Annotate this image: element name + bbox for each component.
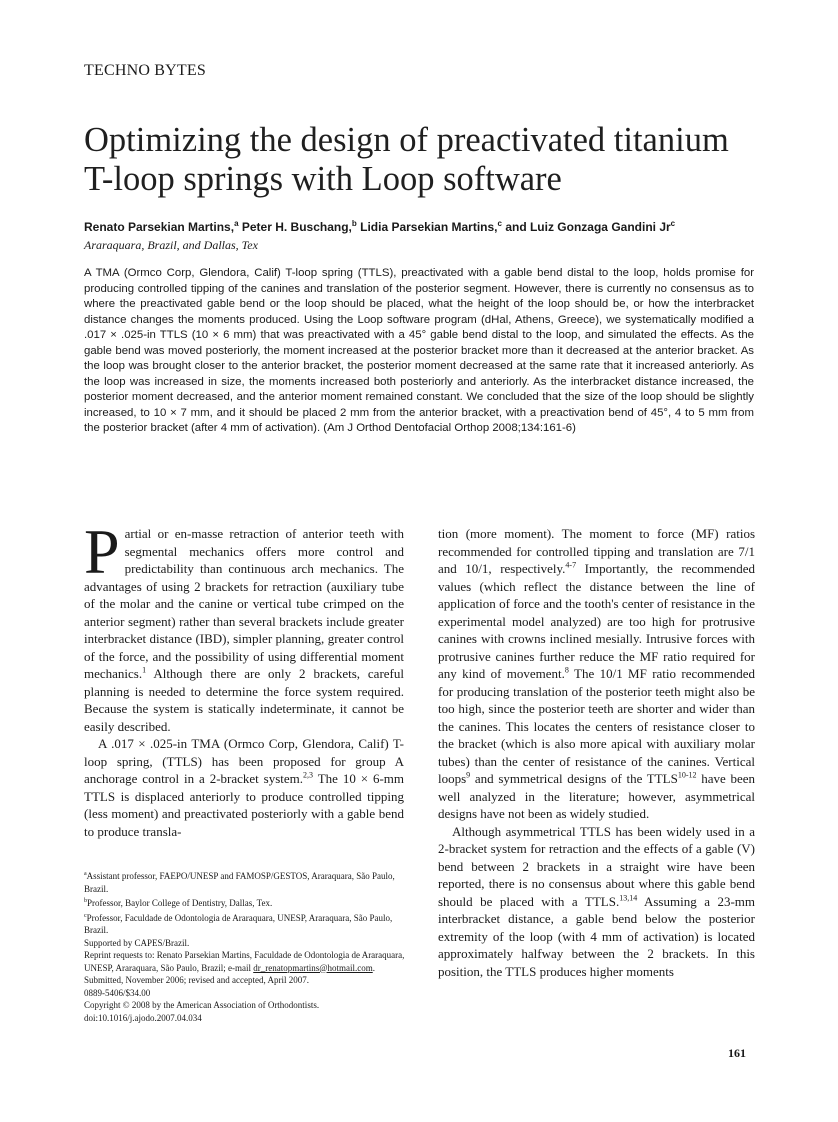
paragraph-text: and symmetrical designs of the TTLS (470, 771, 678, 786)
footnote-c (84, 910, 406, 937)
affiliation-location: Araraquara, Brazil, and Dallas, Tex (84, 238, 258, 252)
body-paragraph (84, 516, 404, 735)
footnote-mark: a (84, 871, 87, 877)
footnote-reprint (84, 949, 406, 974)
footnote-doi: doi:10.1016/j.ajodo.2007.04.034 (84, 1012, 202, 1023)
author-affiliation-mark: b (351, 219, 357, 228)
footnote-text: Reprint requests to: Renato Parsekian Martins, Faculdade de Odontologia de Araraquara, UNESP, Araraquara, São Paulo, Brazil; e-mail (84, 950, 405, 973)
footnote-text: Professor, Baylor College of Dentistry, Dallas, Tex. (87, 898, 273, 908)
author-name: and Luiz Gonzaga Gandini Jr (505, 220, 671, 234)
footnote-copyright: Copyright © 2008 by the American Association of Orthodontists. (84, 1000, 320, 1010)
footnote-text: . (372, 962, 375, 973)
footnote-support: Supported by CAPES/Brazil. (84, 937, 190, 948)
citation-ref[interactable]: 1 (142, 665, 147, 675)
body-column-left (84, 516, 404, 840)
paragraph-text: The 10 × 6-mm TTLS is displaced anteriorly to produce controlled tipping (less moment) and preactivated posteriorly with a gable bend to produce transla- (84, 771, 404, 839)
footnote-a (84, 868, 406, 895)
drop-cap: P (84, 516, 120, 587)
citation-ref[interactable]: 8 (564, 665, 569, 675)
citation-ref[interactable]: 10-12 (677, 770, 697, 780)
author-affiliation-mark: a (234, 219, 239, 228)
section-label: TECHNO BYTES (84, 62, 206, 79)
author-affiliation-mark: c (497, 219, 502, 228)
footnote-b (84, 895, 406, 910)
paragraph-text: artial or en-masse retraction of anterior teeth with segmental mechanics offers more control and predictability than continuous arch mechanics. The advantages of using 2 brackets for retraction (auxiliary tube of the molar and the canine or vertical tube crimped on the anterior segment) rather than several brackets include greater interbracket distance (IBD), simpler planning, greater control of the force, and the possibility of using differential moment mechanics. (84, 526, 404, 681)
article-title: Optimizing the design of preactivated titanium T-loop springs with Loop software (84, 121, 729, 198)
paragraph-text: tion (more moment). The moment to force (MF) ratios recommended for controlled tipping and translation are 7/1 and 10/1, respectively. (438, 526, 755, 576)
footnote-mark: b (84, 898, 87, 904)
author-name: Lidia Parsekian Martins, (360, 220, 498, 234)
footnotes (84, 868, 406, 1024)
paragraph-text: Assuming a 23-mm interbracket distance, a gable bend below the posterior extremity of the loop (with 4 mm of activation) is located approximately halfway between the 2 brackets. In this position, the TTLS produces higher moments (438, 893, 755, 979)
citation-ref[interactable]: 4-7 (565, 560, 577, 570)
footnote-text: Assistant professor, FAEPO/UNESP and FAMOSP/GESTOS, Araraquara, São Paulo, Brazil. (84, 871, 395, 894)
paragraph-text: Importantly, the recommended values (which reflect the distance between the line of application of force and the tooth's center of resistance in the experimental model analyzed) are too high for protrusive canines with crowns inclined mesially. Intrusive forces with protrusive canines further reduce the MF ratio required for any kind of movement. (438, 561, 756, 681)
paragraph-text: Although asymmetrical TTLS has been widely used in a 2-bracket system for retraction and the effects of a gable (V) bend between 2 brackets in a straight wire have been reported, there is no consensus about where this gable bend should be placed with a TTLS. (438, 823, 755, 909)
body-paragraph (438, 525, 755, 823)
paragraph-text: Although there are only 2 brackets, careful planning is needed to determine the force system required. Because the system is statically indeterminate, it cannot be easily described. (84, 666, 404, 734)
footnote-mark: c (84, 912, 87, 919)
body-paragraph (438, 823, 755, 981)
author-affiliation-mark: c (670, 219, 676, 228)
body-paragraph (84, 735, 404, 840)
citation-ref[interactable]: 9 (466, 770, 471, 780)
paragraph-text: have been well analyzed in the literature; however, asymmetrical designs have not been as widely studied. (438, 771, 755, 821)
abstract: A TMA (Ormco Corp, Glendora, Calif) T-loop spring (TTLS), preactivated with a gable bend distal to the loop, holds promise for producing controlled tipping of the canines and translation of the posterior segment. However, there is currently no consensus as to where the preactivated gable bend or the loop should be placed, what the height of the loop should be, or how the interbracket distance changes the moments produced. Using the Loop software program (dHal, Athens, Greece), we systematically modified a .017 × .025-in TTLS (10 × 6 mm) that was preactivated with a 45° gable bend distal to the loop, and simulated the effects. As the gable bend was moved posteriorly, the moment increased at the posterior bracket more than it decreased at the anterior bracket. As the loop was brought closer to the anterior bracket, the posterior moment decreased at the same rate that it increased anteriorly. As the loop was increased in size, the moments increased both posteriorly and anteriorly. As the interbracket distance increased, the posterior moment decreased, and the anterior moment remained constant. We concluded that the size of the loop should be slightly increased, to 10 × 7 mm, and it should be placed 2 mm from the anterior bracket, with a preactivation bend of 45°, 4 to 5 mm from the posterior bracket (after 4 mm of activation). (Am J Orthod Dentofacial Orthop 2008;134:161-6) (84, 267, 754, 434)
footnote-text: Professor, Faculdade de Odontologia de Araraquara, UNESP, Araraquara, São Paulo, Brazil. (84, 912, 393, 935)
paragraph-text: The 10/1 MF ratio recommended for producing translation of the posterior teeth might also be too high, since the posterior teeth are shorter and wider than the canines. This locates the centers of resistance closer to the bracket (which is also more apical with auxiliary molar tubes) than the center of resistance of the canines. Vertical loops (438, 666, 755, 786)
email-link[interactable]: dr_renatopmartins@hotmail.com (253, 962, 373, 973)
citation-ref[interactable]: 13,14 (619, 893, 638, 903)
paragraph-text: A .017 × .025-in TMA (Ormco Corp, Glendora, Calif) T-loop spring, (TTLS) has been proposed for group A anchorage control in a 2-bracket system. (84, 736, 404, 786)
author-name: Renato Parsekian Martins, (84, 220, 235, 234)
author-name: Peter H. Buschang, (241, 220, 352, 234)
body-column-right (438, 525, 755, 980)
author-list (84, 219, 784, 234)
footnote-issn: 0889-5406/$34.00 (84, 987, 151, 998)
page-number: 161 (728, 1046, 746, 1060)
citation-ref[interactable]: 2,3 (303, 770, 314, 780)
footnote-submitted: Submitted, November 2006; revised and accepted, April 2007. (84, 975, 309, 985)
